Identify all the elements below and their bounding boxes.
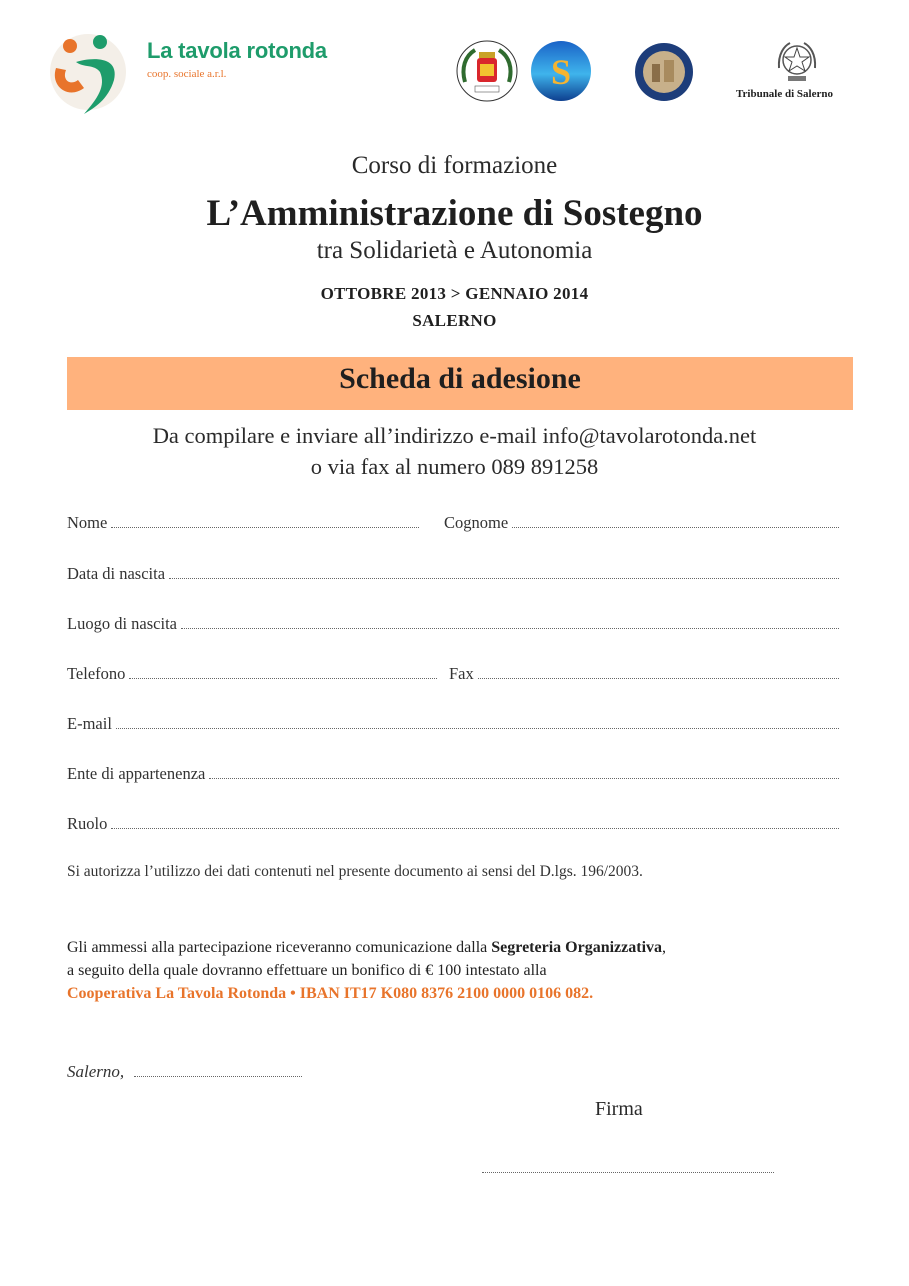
place-date-field[interactable] [67, 1062, 302, 1082]
svg-text:S: S [550, 52, 572, 92]
italian-republic-emblem-icon [774, 38, 820, 86]
telefono-label: Telefono [67, 664, 126, 683]
email-field[interactable] [67, 712, 839, 734]
ruolo-field[interactable] [67, 812, 839, 834]
data-nascita-input-line[interactable] [169, 578, 839, 579]
ente-field[interactable] [67, 762, 839, 784]
firma-label: Firma [595, 1098, 643, 1120]
payment-line-1-end: , [662, 939, 667, 956]
brand-name: La tavola rotonda [147, 38, 327, 63]
page-subtitle: tra Solidarietà e Autonomia [316, 237, 593, 264]
nome-field[interactable] [67, 511, 419, 533]
nome-label: Nome [67, 513, 108, 532]
nome-input-line[interactable] [111, 527, 419, 528]
email-input-line[interactable] [116, 728, 839, 729]
ruolo-label: Ruolo [67, 814, 108, 833]
privacy-notice: Si autorizza l’utilizzo dei dati contenuti nel presente documento ai sensi del D.lgs. 196/2003. [67, 863, 643, 880]
fax-label: Fax [449, 664, 474, 683]
payment-line-1-text: Gli ammessi alla partecipazione riceveranno comunicazione dalla [67, 939, 492, 956]
course-label: Corso di formazione [351, 152, 558, 179]
comune-di-salerno-seal-icon [455, 38, 519, 104]
cognome-field[interactable] [444, 511, 839, 533]
luogo-nascita-field[interactable] [67, 612, 839, 634]
iban-line: Cooperativa La Tavola Rotonda • IBAN IT17 K080 8376 2100 0000 0106 082. [67, 985, 594, 1002]
s-logo-icon [530, 40, 592, 102]
course-city: SALERNO [412, 311, 497, 330]
telefono-input-line[interactable] [129, 678, 437, 679]
cognome-label: Cognome [444, 513, 509, 532]
tribunale-label: Tribunale di Salerno [736, 88, 833, 100]
fax-input-line[interactable] [478, 678, 839, 679]
date-input-line[interactable] [134, 1076, 302, 1077]
form-banner-title: Scheda di adesione [339, 362, 581, 395]
luogo-nascita-input-line[interactable] [181, 628, 839, 629]
ruolo-input-line[interactable] [111, 828, 839, 829]
segreteria-label: Segreteria Organizzativa [491, 939, 663, 956]
fax-field[interactable] [449, 662, 839, 684]
ente-input-line[interactable] [209, 778, 839, 779]
payment-line-1 [67, 939, 666, 957]
data-nascita-field[interactable] [67, 562, 839, 584]
cognome-input-line[interactable] [512, 527, 839, 528]
la-tavola-rotonda-logo-icon [48, 28, 128, 116]
telefono-field[interactable] [67, 662, 437, 684]
course-dates: OTTOBRE 2013 > GENNAIO 2014 [320, 284, 589, 303]
payment-line-2: a seguito della quale dovranno effettuare un bonifico di € 100 intestato alla [67, 962, 547, 979]
ordine-seal-icon [634, 42, 694, 102]
instructions-line-2: o via fax al numero 089 891258 [310, 454, 599, 479]
signature-line[interactable] [482, 1172, 774, 1173]
page-title: L’Amministrazione di Sostegno [206, 193, 703, 234]
brand-subtitle: coop. sociale a.r.l. [147, 68, 227, 80]
instructions-line-1: Da compilare e inviare all’indirizzo e-mail info@tavolarotonda.net [152, 423, 757, 448]
data-nascita-label: Data di nascita [67, 564, 166, 583]
ente-label: Ente di appartenenza [67, 764, 206, 783]
luogo-nascita-label: Luogo di nascita [67, 614, 177, 633]
place-label: Salerno, [67, 1062, 125, 1081]
email-label: E-mail [67, 714, 112, 733]
